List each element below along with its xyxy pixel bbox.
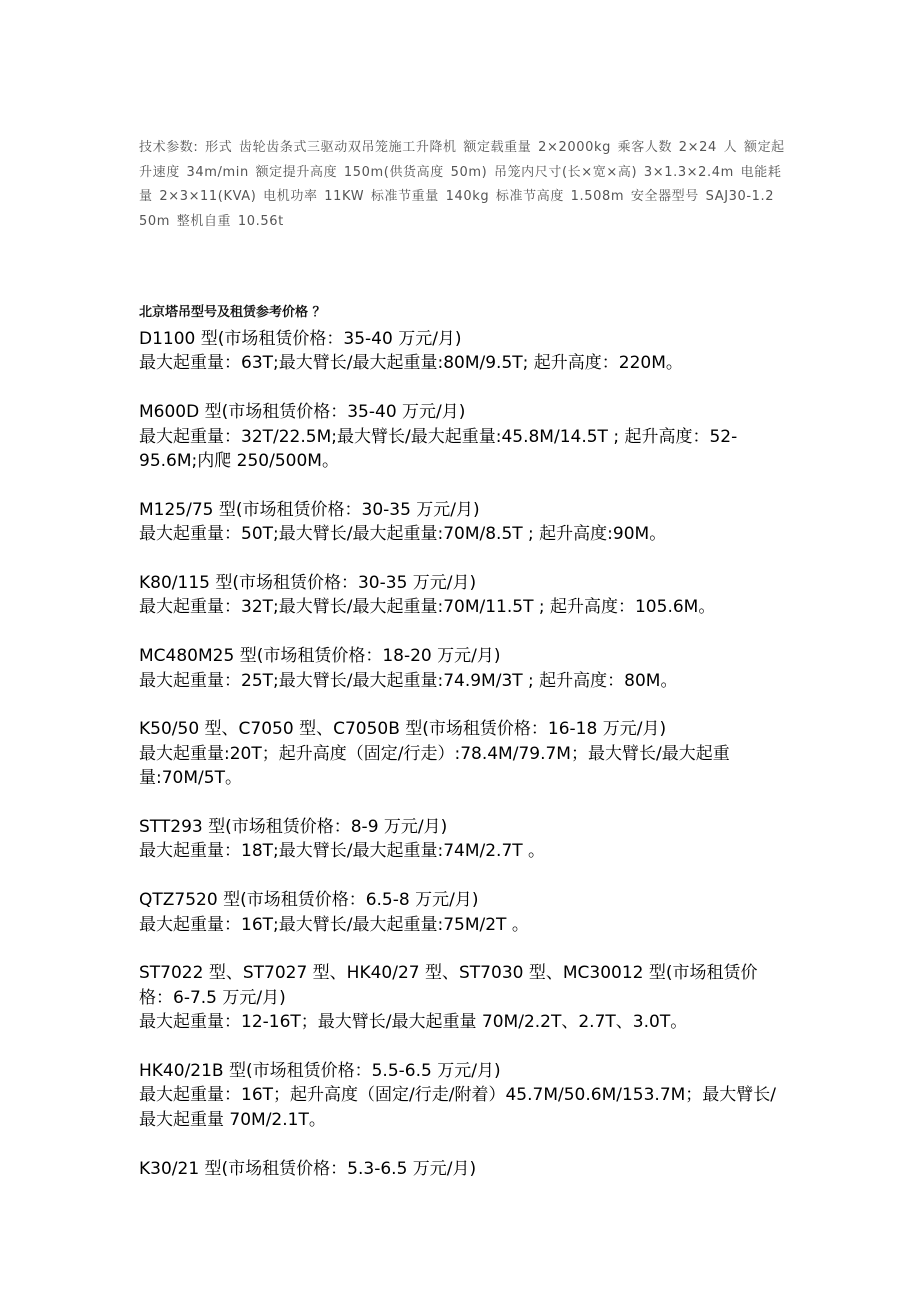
model-title: M600D 型(市场租赁价格：35-40 万元/月) xyxy=(139,402,466,423)
model-entry xyxy=(139,400,787,473)
spec-paragraph: 技术参数: 形式 齿轮齿条式三驱动双吊笼施工升降机 额定载重量 2×2000kg 乘客人数 2×24 人 额定起升速度 34m/min 额定提升高度 150m(供货高度 50m) 吊笼内尺寸(长×宽×高) 3×1.3×2.4m 电能耗量 2×3×11(KVA) 电机功率 11KW 标准节重量 140kg 标准节高度 1.508m 安全器型号 SAJ30-1.2 50m 整机自重 10.56t xyxy=(139,140,785,229)
model-entry xyxy=(139,1157,787,1181)
model-spec: 最大起重量：32T/22.5M;最大臂长/最大起重量:45.8M/14.5T ; 起升高度：52-95.6M;内爬 250/500M。 xyxy=(139,426,738,472)
model-entry xyxy=(139,498,787,547)
model-list xyxy=(139,327,787,1205)
model-spec: 最大起重量：63T;最大臂长/最大起重量:80M/9.5T; 起升高度：220M。 xyxy=(139,353,683,374)
model-spec: 最大起重量:20T；起升高度（固定/行走）:78.4M/79.7M；最大臂长/最大起重量:70M/5T。 xyxy=(139,743,730,789)
model-title: STT293 型(市场租赁价格：8-9 万元/月) xyxy=(139,817,448,838)
model-spec: 最大起重量：25T;最大臂长/最大起重量:74.9M/3T ; 起升高度：80M。 xyxy=(139,670,678,691)
model-entry xyxy=(139,644,787,693)
model-entry xyxy=(139,571,787,620)
model-spec: 最大起重量：16T;最大臂长/最大起重量:75M/2T 。 xyxy=(139,914,529,935)
model-entry xyxy=(139,815,787,864)
section-heading: 北京塔吊型号及租赁参考价格 ？ xyxy=(139,305,326,320)
model-title: ST7022 型、ST7027 型、HK40/27 型、ST7030 型、MC30012 型(市场租赁价格：6-7.5 万元/月) xyxy=(139,963,758,1008)
model-title: K50/50 型、C7050 型、C7050B 型(市场租赁价格：16-18 万元/月) xyxy=(139,719,667,740)
model-spec: 最大起重量：18T;最大臂长/最大起重量:74M/2.7T 。 xyxy=(139,841,546,862)
model-entry xyxy=(139,1059,787,1132)
model-entry xyxy=(139,961,787,1034)
model-title: MC480M25 型(市场租赁价格：18-20 万元/月) xyxy=(139,646,501,667)
model-spec: 最大起重量：12-16T；最大臂长/最大起重量 70M/2.2T、2.7T、3.0T。 xyxy=(139,1012,688,1033)
model-spec: 最大起重量：50T;最大臂长/最大起重量:70M/8.5T ; 起升高度:90M。 xyxy=(139,524,667,545)
model-spec: 最大起重量：32T;最大臂长/最大起重量:70M/11.5T ; 起升高度：105.6M。 xyxy=(139,597,716,618)
model-entry xyxy=(139,327,787,376)
model-title: K80/115 型(市场租赁价格：30-35 万元/月) xyxy=(139,573,477,594)
model-title: K30/21 型(市场租赁价格：5.3-6.5 万元/月) xyxy=(139,1158,477,1179)
model-title: M125/75 型(市场租赁价格：30-35 万元/月) xyxy=(139,499,480,520)
model-title: QTZ7520 型(市场租赁价格：6.5-8 万元/月) xyxy=(139,890,479,911)
model-spec: 最大起重量：16T；起升高度（固定/行走/附着）45.7M/50.6M/153.7M；最大臂长/最大起重量 70M/2.1T。 xyxy=(139,1085,777,1130)
model-title: D1100 型(市场租赁价格：35-40 万元/月) xyxy=(139,329,462,349)
model-entry xyxy=(139,888,787,937)
model-entry xyxy=(139,717,787,790)
model-title: HK40/21B 型(市场租赁价格：5.5-6.5 万元/月) xyxy=(139,1061,501,1082)
